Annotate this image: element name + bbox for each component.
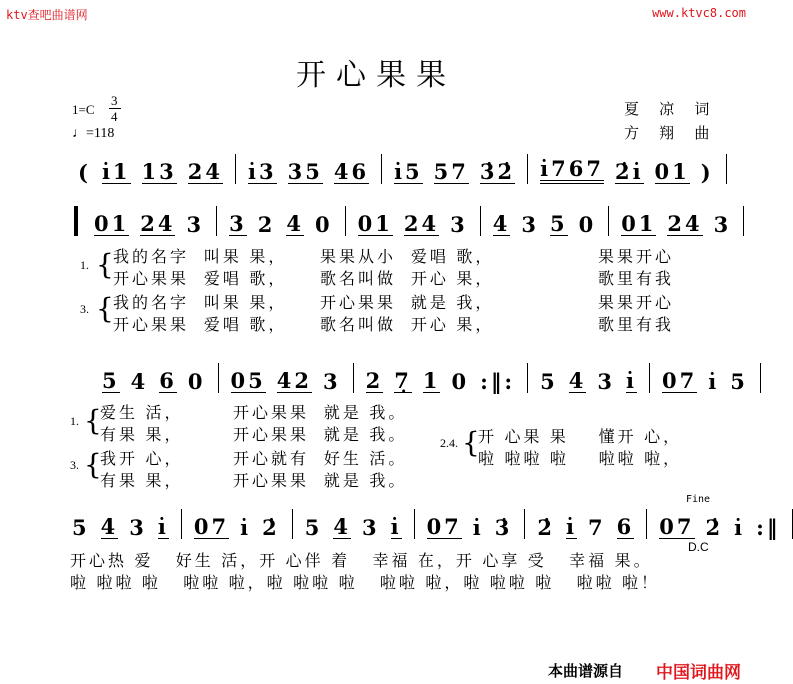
brace: {: [84, 404, 102, 437]
site-header-left: ktv查吧曲谱网: [6, 8, 88, 22]
note-group: i̇: [566, 514, 578, 539]
note-group: 3: [186, 212, 205, 237]
time-signature-bottom: 4: [111, 109, 118, 124]
notation-row-4: [60, 509, 793, 539]
note-group: 07: [426, 514, 462, 539]
note-group: 07: [659, 514, 695, 539]
song-title: 开心果果: [296, 59, 456, 92]
measure: [528, 363, 650, 393]
tempo: ♩=118: [72, 126, 115, 141]
lyricist: 夏 凉 词: [624, 101, 718, 118]
measure: [528, 154, 727, 184]
note-group: 3: [713, 212, 732, 237]
note-group: 3̇: [494, 515, 513, 540]
note-group: 01: [357, 211, 393, 236]
lyric-line: 啦 啦啦 啦 啦啦 啦，: [478, 451, 683, 468]
measure: [217, 206, 346, 236]
brace: {: [96, 292, 114, 325]
verse-number: 2.4.: [440, 436, 458, 450]
measure: [66, 154, 236, 184]
note-group: 07: [193, 514, 230, 539]
lyric-segment: 歌里有我: [598, 317, 675, 334]
note-group: 4: [333, 514, 351, 539]
note-group: 3: [129, 515, 147, 540]
measure: [481, 206, 610, 236]
note-group: 24: [667, 211, 703, 236]
footer-source: 本曲谱源自: [548, 663, 624, 680]
note-group: 24: [187, 159, 223, 184]
measure: [609, 206, 744, 236]
lyric-segment: 开心果果 就是 我。: [233, 427, 408, 444]
brace: {: [96, 248, 114, 281]
note-group: 3: [521, 212, 539, 237]
verse-number: 3.: [70, 458, 79, 472]
note-group: 2̇: [705, 515, 724, 540]
measure: [82, 206, 217, 236]
key-signature: 1=C: [72, 102, 95, 117]
lyric-segment: 果果开心: [598, 249, 675, 266]
note-group: i̇: [472, 515, 484, 540]
note-group: 4: [100, 514, 119, 539]
note-group: i̇3: [248, 159, 277, 184]
lyric-segment: 开心果果 就是 我。: [233, 473, 408, 490]
lyric-segment: 开心果果 就是 我，: [320, 295, 495, 312]
measure: [219, 363, 354, 393]
verse-number: 1.: [70, 414, 79, 428]
measure: [90, 363, 219, 393]
site-header-right[interactable]: www.ktvc8.com: [652, 6, 746, 20]
lyric-segment: 我开 心，: [100, 451, 184, 468]
note-group: 1: [422, 368, 441, 393]
note-group: 4: [492, 211, 511, 236]
note-group: i̇: [625, 368, 637, 393]
lyric-segment: 爱生 活，: [100, 405, 184, 422]
lyric-segment: 有果 果，: [100, 473, 184, 490]
note-group: (: [78, 160, 91, 185]
note-group: 35: [287, 159, 323, 184]
measure: [60, 509, 182, 539]
measure: [525, 509, 647, 539]
lyric-segment: 开心果果 爱唱 歌，: [113, 317, 288, 334]
note-group: 5: [730, 369, 748, 394]
lyric-line: 开 心果 果 懂开 心，: [478, 429, 683, 446]
lyric-segment: 我的名字 叫果 果，: [113, 295, 288, 312]
lyric-segment: 有果 果，: [100, 427, 184, 444]
note-group: 3: [450, 212, 468, 237]
time-signature-top: 3: [111, 93, 118, 108]
repeat-start-barline: [74, 206, 78, 236]
note-group: 6: [616, 514, 635, 539]
note-group: i̇: [708, 369, 720, 394]
note-group: 3: [229, 211, 247, 236]
note-group: 0: [314, 212, 333, 237]
measure: [650, 363, 761, 393]
verse-number: 1.: [80, 258, 89, 272]
note-group: i̇5: [394, 159, 423, 184]
note-group: 3: [322, 369, 341, 394]
note-group: 01: [621, 211, 657, 236]
fine-mark: Fine: [686, 494, 711, 505]
note-group: i̇: [157, 514, 169, 539]
lyric-segment: 开心果果 就是 我。: [233, 405, 408, 422]
note-group: 0: [578, 212, 597, 237]
note-group: 3: [361, 515, 380, 540]
note-group: 7̣: [394, 368, 412, 393]
lyric-line: 开心热 爱 好生 活，开 心伴 着 幸福 在，开 心享 受 幸福 果。: [70, 553, 653, 570]
measure: [236, 154, 382, 184]
lyric-segment: 歌名叫做 开心 果，: [320, 271, 495, 288]
composer: 方 翔 曲: [624, 125, 718, 142]
note-group: ): [700, 160, 714, 185]
measure: [647, 509, 793, 539]
note-group: 5: [102, 368, 120, 393]
notation-row-2: [74, 206, 744, 236]
note-group: i̇: [240, 515, 252, 540]
measure: [293, 509, 415, 539]
measure: [182, 509, 293, 539]
measure: [346, 206, 481, 236]
note-group: 2̇: [537, 515, 556, 540]
note-group: 42: [276, 368, 312, 393]
notation-row-3: [90, 363, 761, 393]
note-group: 4: [286, 211, 304, 236]
note-group: 24: [140, 211, 176, 236]
brace: {: [84, 448, 102, 481]
note-group: 3̇2̇: [479, 159, 516, 184]
note-group: 0: [451, 369, 470, 394]
note-group: 5: [72, 515, 90, 540]
note-group: 24: [403, 211, 440, 236]
note-group: 2̇: [262, 515, 280, 540]
note-group: :‖: [756, 515, 781, 540]
note-group: 07: [661, 368, 698, 393]
lyric-segment: 果果开心: [598, 295, 675, 312]
note-group: i̇767: [540, 158, 604, 184]
note-group: i̇1: [101, 159, 131, 184]
note-group: i̇: [390, 514, 402, 539]
note-group: 7: [588, 515, 606, 540]
lyric-segment: 我的名字 叫果 果，: [113, 249, 288, 266]
note-group: 57: [433, 159, 469, 184]
note-group: 2̇i̇: [614, 159, 644, 184]
measure: [354, 363, 529, 393]
note-group: 3: [597, 369, 615, 394]
lyric-segment: 开心就有 好生 活。: [233, 451, 408, 468]
note-group: 05: [230, 368, 266, 393]
note-group: i̇: [734, 515, 746, 540]
lyric-segment: 果果从小 爱唱 歌，: [320, 249, 495, 266]
note-group: 2: [257, 212, 276, 237]
note-group: 5: [540, 369, 558, 394]
note-group: 6: [159, 368, 177, 393]
notation-row-1: [66, 154, 727, 184]
note-group: :‖:: [480, 369, 516, 394]
note-group: 01: [94, 211, 130, 236]
lyric-line: 啦 啦啦 啦 啦啦 啦，啦 啦啦 啦 啦啦 啦，啦 啦啦 啦 啦啦 啦！: [70, 575, 661, 592]
note-group: 13: [141, 159, 177, 184]
note-group: 5: [549, 211, 568, 236]
note-group: 46: [333, 159, 370, 184]
lyric-segment: 开心果果 爱唱 歌，: [113, 271, 288, 288]
note-group: 4: [568, 368, 587, 393]
brace: {: [462, 426, 480, 459]
note-group: 5: [304, 515, 323, 540]
note-group: 2: [365, 368, 384, 393]
measure: [382, 154, 528, 184]
dc-mark: D.C: [688, 540, 709, 554]
verse-number: 3.: [80, 302, 89, 316]
footer-site-logo[interactable]: 中国词曲网: [656, 663, 741, 682]
lyric-segment: 歌里有我: [598, 271, 675, 288]
note-group: 4: [130, 369, 149, 394]
note-group: 0: [187, 369, 206, 394]
lyric-segment: 歌名叫做 开心 果，: [320, 317, 495, 334]
note-group: 01: [654, 159, 690, 184]
measure: [415, 509, 526, 539]
